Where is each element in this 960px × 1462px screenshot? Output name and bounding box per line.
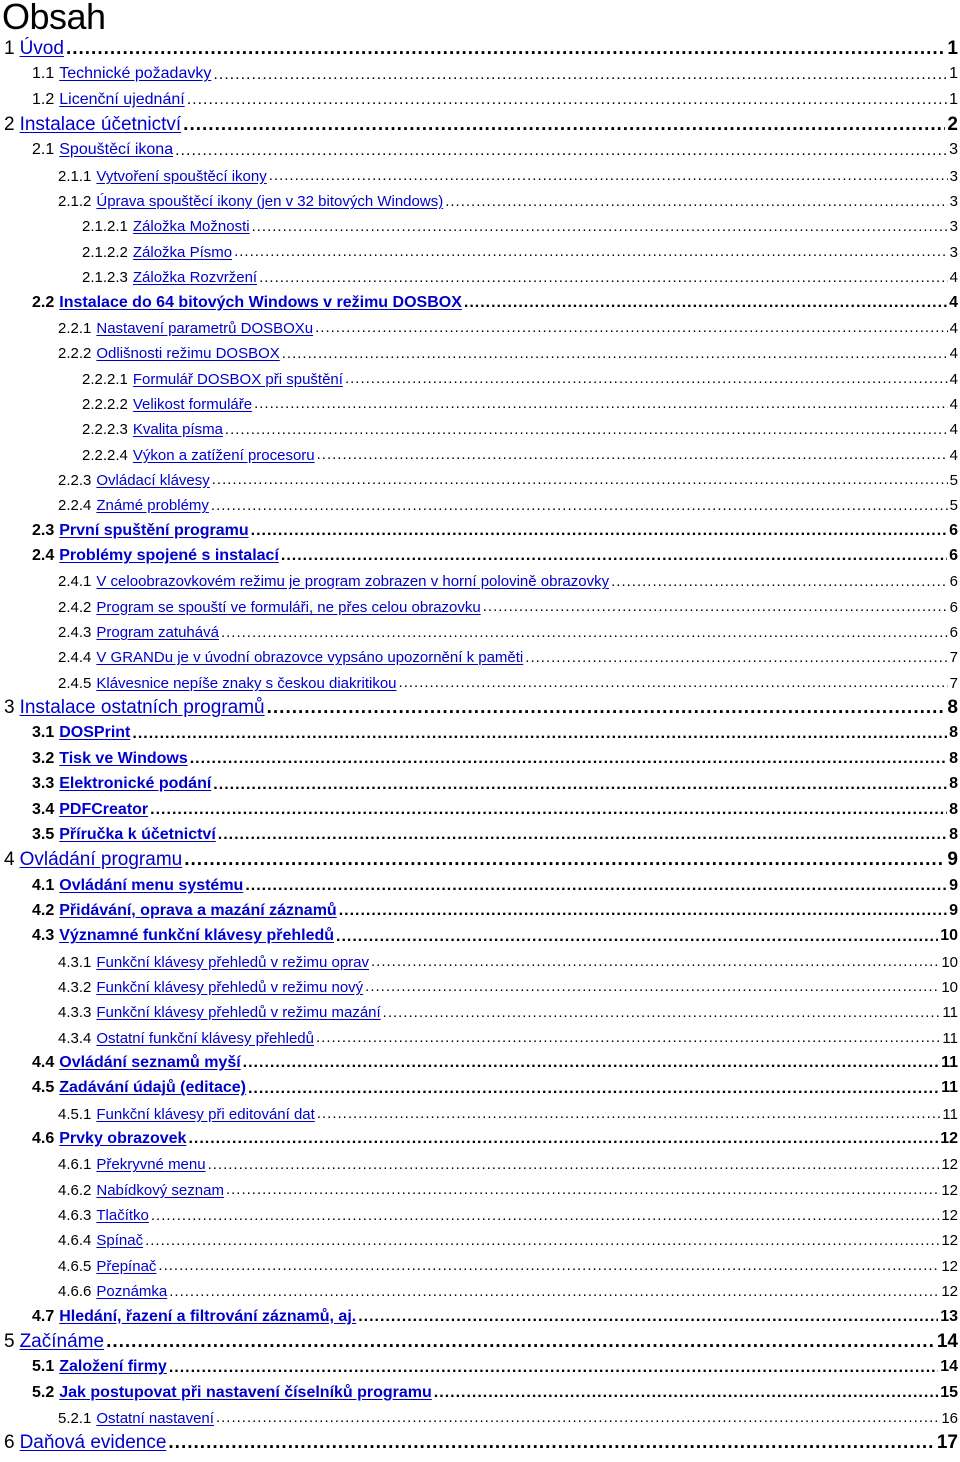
toc-page-number: 10 xyxy=(940,927,958,945)
toc-number: 4.5 xyxy=(32,1079,55,1097)
toc-link[interactable]: Odlišnosti režimu DOSBOX xyxy=(96,345,280,363)
toc-leader xyxy=(365,979,939,996)
toc-entry[interactable] xyxy=(0,391,958,413)
toc-entry[interactable] xyxy=(0,695,958,719)
toc-link[interactable]: Přepínač xyxy=(96,1257,157,1275)
toc-leader xyxy=(221,625,948,642)
toc-page-number: 11 xyxy=(941,1054,958,1071)
toc-leader xyxy=(132,725,947,743)
toc-number: 4.3 xyxy=(32,927,55,945)
toc-page-number: 11 xyxy=(942,1105,958,1123)
toc-link[interactable]: Velikost formuláře xyxy=(132,395,253,413)
toc-leader xyxy=(434,1384,938,1402)
toc-leader xyxy=(184,850,945,871)
toc-number: 4.4 xyxy=(32,1054,55,1071)
toc-number: 5 xyxy=(4,1330,15,1352)
toc-page-number: 13 xyxy=(940,1307,958,1325)
toc-entry[interactable] xyxy=(0,999,958,1021)
toc-page-number: 6 xyxy=(949,573,958,591)
toc-entry[interactable] xyxy=(0,1177,958,1199)
toc-link[interactable]: Ovládání menu systému xyxy=(59,876,244,894)
toc-leader xyxy=(464,294,947,312)
toc-link[interactable]: Založení firmy xyxy=(59,1358,167,1376)
toc-number: 4.6.2 xyxy=(58,1181,92,1199)
toc-entry[interactable] xyxy=(0,619,958,641)
toc-number: 3.2 xyxy=(32,749,55,767)
toc-number: 2.1.2.2 xyxy=(82,243,128,261)
toc-entry[interactable] xyxy=(0,1151,958,1173)
toc-number: 2.2.2.4 xyxy=(82,446,128,464)
toc-link[interactable]: Funkční klávesy přehledů v režimu mazání xyxy=(96,1004,381,1022)
toc-leader xyxy=(66,39,945,60)
toc-link[interactable]: Významné funkční klávesy přehledů xyxy=(59,927,335,945)
toc-link[interactable]: Ostatní nastavení xyxy=(96,1409,214,1427)
toc-page-number: 2 xyxy=(947,114,958,136)
toc-number: 2.2.4 xyxy=(58,497,92,515)
toc-page-number: 3 xyxy=(949,243,958,261)
toc-leader xyxy=(251,522,947,540)
toc-leader xyxy=(611,574,948,591)
toc-number: 2.1.2.1 xyxy=(82,218,128,236)
toc-link[interactable]: PDFCreator xyxy=(59,800,149,818)
toc-number: 2 xyxy=(4,114,15,136)
toc-entry[interactable] xyxy=(0,1354,958,1376)
toc-link[interactable]: Ovládání seznamů myší xyxy=(59,1054,241,1071)
toc-page-number: 7 xyxy=(949,674,958,692)
toc-link[interactable]: Program se spouští ve formuláři, ne přes celou obrazovku xyxy=(96,598,481,616)
toc-link[interactable]: Spínač xyxy=(96,1232,144,1250)
toc-link[interactable]: Ovládání programu xyxy=(19,849,183,871)
toc-leader xyxy=(317,447,948,464)
toc-number: 1 xyxy=(4,38,15,59)
toc-leader xyxy=(245,877,947,895)
toc-link[interactable]: Elektronické podání xyxy=(59,775,212,793)
toc-entry[interactable] xyxy=(0,898,958,920)
toc-page-number: 10 xyxy=(941,978,958,996)
toc-number: 6 xyxy=(4,1432,15,1454)
toc-page-number: 6 xyxy=(949,624,958,642)
toc-page-number: 9 xyxy=(949,876,958,894)
toc-page-number: 12 xyxy=(941,1283,958,1301)
toc-page-number: 14 xyxy=(936,1330,958,1352)
toc-link[interactable]: Tisk ve Windows xyxy=(59,749,188,767)
toc-page-number: 12 xyxy=(941,1257,958,1275)
toc-link[interactable]: Instalace účetnictví xyxy=(19,114,182,136)
toc-leader xyxy=(281,547,947,565)
toc-number: 4.3.1 xyxy=(58,953,92,971)
toc-number: 2.2.2.3 xyxy=(82,421,128,439)
toc-page-number: 8 xyxy=(949,800,958,818)
toc-number: 3.5 xyxy=(32,825,55,843)
toc-entry[interactable] xyxy=(0,1329,958,1353)
toc-entry[interactable] xyxy=(0,315,958,337)
toc-number: 4.6.4 xyxy=(58,1232,92,1250)
toc-leader xyxy=(208,1157,940,1174)
toc-link[interactable]: Problémy spojené s instalací xyxy=(59,547,279,564)
toc-leader xyxy=(151,1208,939,1225)
toc-page-number: 9 xyxy=(949,901,958,919)
toc-page-number: 5 xyxy=(949,471,958,489)
toc-number: 2.4.1 xyxy=(58,573,92,591)
toc-entry[interactable] xyxy=(0,746,958,768)
toc-entry[interactable] xyxy=(0,543,958,565)
toc-entry[interactable] xyxy=(0,847,958,871)
toc-leader xyxy=(212,472,948,489)
toc-link[interactable]: Prvky obrazovek xyxy=(59,1130,187,1148)
toc-number: 3.1 xyxy=(32,724,55,742)
toc-number: 4.7 xyxy=(32,1307,55,1325)
toc-link[interactable]: Zadávání údajů (editace) xyxy=(59,1079,246,1097)
toc-page-number: 1 xyxy=(949,65,958,83)
toc-entry[interactable] xyxy=(0,1101,958,1123)
toc-entry[interactable] xyxy=(0,518,958,540)
toc-number: 2.4 xyxy=(32,547,55,564)
toc-leader xyxy=(267,698,946,719)
toc-number: 2.4.4 xyxy=(58,649,92,667)
toc-entry[interactable] xyxy=(0,1278,958,1300)
toc-page-number: 16 xyxy=(941,1409,958,1427)
toc-page-number: 12 xyxy=(941,1232,958,1250)
toc-number: 2.1.2.3 xyxy=(82,269,128,287)
toc-number: 1.1 xyxy=(32,65,55,83)
toc-entry[interactable] xyxy=(0,1050,958,1072)
toc-entry[interactable] xyxy=(0,112,958,136)
toc-entry[interactable] xyxy=(0,974,958,996)
toc-leader xyxy=(234,244,948,261)
toc-page-number: 12 xyxy=(941,1156,958,1174)
toc-number: 4.6.6 xyxy=(58,1283,92,1301)
toc-page-number: 6 xyxy=(949,547,958,564)
toc-leader xyxy=(399,675,948,692)
toc-leader xyxy=(175,142,947,160)
toc-number: 2.1.1 xyxy=(58,167,92,185)
toc-number: 2.2.3 xyxy=(58,471,92,489)
toc-entry[interactable] xyxy=(0,264,958,286)
toc-leader xyxy=(345,371,948,388)
toc-number: 2.1 xyxy=(32,141,55,159)
toc-number: 2.4.5 xyxy=(58,674,92,692)
toc-entry[interactable] xyxy=(0,1227,958,1249)
toc-number: 5.2.1 xyxy=(58,1409,92,1427)
toc-number: 4 xyxy=(4,849,15,871)
toc-number: 2.4.2 xyxy=(58,598,92,616)
toc-page-number: 17 xyxy=(936,1432,958,1454)
toc-link[interactable]: Záložka Možnosti xyxy=(132,218,250,236)
toc-leader xyxy=(383,1005,941,1022)
toc-link[interactable]: Technické požadavky xyxy=(59,65,212,83)
toc-page-number: 8 xyxy=(949,749,958,767)
toc-entry[interactable] xyxy=(0,949,958,971)
toc-number: 4.5.1 xyxy=(58,1105,92,1123)
toc-entry[interactable] xyxy=(0,61,958,83)
page-title: Obsah xyxy=(2,0,106,37)
toc-leader xyxy=(483,599,948,616)
toc-entry[interactable] xyxy=(0,1430,958,1454)
toc-leader xyxy=(183,115,945,136)
toc-page-number: 3 xyxy=(949,218,958,236)
toc-link[interactable]: Záložka Rozvržení xyxy=(132,269,258,287)
toc-leader xyxy=(158,1258,939,1275)
toc-number: 4.3.2 xyxy=(58,978,92,996)
toc-number: 2.2.2.1 xyxy=(82,370,128,388)
toc-link[interactable]: Záložka Písmo xyxy=(132,243,233,261)
toc-entry[interactable] xyxy=(0,366,958,388)
toc-page-number: 12 xyxy=(941,1207,958,1225)
toc-page-number: 4 xyxy=(949,421,958,439)
toc-link[interactable]: Funkční klávesy přehledů v režimu nový xyxy=(96,978,364,996)
toc-page-number: 12 xyxy=(941,1181,958,1199)
toc-page-number: 10 xyxy=(941,953,958,971)
toc-entry[interactable] xyxy=(0,340,958,362)
toc-page-number: 11 xyxy=(941,1079,958,1097)
toc-number: 2.2.2.2 xyxy=(82,395,128,413)
toc-entry[interactable] xyxy=(0,36,958,60)
toc-number: 4.3.4 xyxy=(58,1029,92,1047)
toc-number: 2.3 xyxy=(32,521,55,539)
toc-leader xyxy=(339,902,947,920)
toc-number: 4.6.1 xyxy=(58,1156,92,1174)
toc-link[interactable]: Funkční klávesy při editování dat xyxy=(96,1105,315,1123)
toc-link[interactable]: Kvalita písma xyxy=(132,421,223,439)
toc-number: 4.6.5 xyxy=(58,1257,92,1275)
toc-entry[interactable] xyxy=(0,923,958,945)
toc-page-number: 4 xyxy=(949,293,958,311)
toc-page-number: 6 xyxy=(949,598,958,616)
toc-page-number: 11 xyxy=(942,1029,958,1047)
toc-page-number: 8 xyxy=(949,724,958,742)
toc-entry[interactable] xyxy=(0,822,958,844)
toc-page-number: 3 xyxy=(949,141,958,159)
toc-entry[interactable] xyxy=(0,188,958,210)
toc-leader xyxy=(106,1332,935,1353)
toc-page-number: 4 xyxy=(949,370,958,388)
toc-link[interactable]: Tlačítko xyxy=(96,1207,149,1225)
toc-leader xyxy=(269,168,948,185)
toc-entry[interactable] xyxy=(0,467,958,489)
toc-leader xyxy=(213,66,947,84)
toc-link[interactable]: Úvod xyxy=(19,38,64,59)
toc-page-number: 4 xyxy=(949,345,958,363)
toc-leader xyxy=(226,1182,939,1199)
toc-entry[interactable] xyxy=(0,163,958,185)
toc-leader xyxy=(150,801,947,819)
toc-entry[interactable] xyxy=(0,644,958,666)
toc-entry[interactable] xyxy=(0,239,958,261)
toc-entry[interactable] xyxy=(0,492,958,514)
toc-entry[interactable] xyxy=(0,771,958,793)
toc-leader xyxy=(316,1030,940,1047)
toc-link[interactable]: Příručka k účetnictví xyxy=(59,825,216,843)
toc-link[interactable]: Nastavení parametrů DOSBOXu xyxy=(96,319,314,337)
toc-number: 3.4 xyxy=(32,800,55,818)
toc-entry[interactable] xyxy=(0,594,958,616)
toc-link[interactable]: Funkční klávesy přehledů v režimu oprav xyxy=(96,953,369,971)
toc-entry[interactable] xyxy=(0,670,958,692)
toc-link[interactable]: Úprava spouštěcí ikony (jen v 32 bitových Windows) xyxy=(96,193,444,211)
toc-leader xyxy=(243,1054,939,1072)
toc-leader xyxy=(190,750,947,768)
toc-entry[interactable] xyxy=(0,873,958,895)
toc-leader xyxy=(371,954,939,971)
toc-leader xyxy=(169,1284,939,1301)
toc-leader xyxy=(259,270,948,287)
toc-link[interactable]: Překryvné menu xyxy=(96,1156,206,1174)
toc-leader xyxy=(252,219,948,236)
toc-page-number: 1 xyxy=(949,90,958,108)
toc-link[interactable]: Instalace do 64 bitových Windows v režimu DOSBOX xyxy=(59,293,462,311)
toc-link[interactable]: Daňová evidence xyxy=(19,1432,167,1454)
toc-link[interactable]: Instalace ostatních programů xyxy=(19,697,265,719)
toc-link[interactable]: Licenční ujednání xyxy=(59,90,185,108)
toc-number: 4.1 xyxy=(32,876,55,894)
toc-link[interactable]: Klávesnice nepíše znaky s českou diakritikou xyxy=(96,674,397,692)
toc-leader xyxy=(211,498,948,515)
toc-link[interactable]: Spouštěcí ikona xyxy=(59,141,174,159)
toc-leader xyxy=(168,1433,934,1454)
toc-page-number: 8 xyxy=(949,775,958,793)
toc-number: 4.3.3 xyxy=(58,1004,92,1022)
toc-number: 5.1 xyxy=(32,1358,55,1376)
toc-number: 2.2.1 xyxy=(58,319,92,337)
toc-entry[interactable] xyxy=(0,442,958,464)
toc-number: 5.2 xyxy=(32,1383,55,1401)
toc-link[interactable]: Výkon a zatížení procesoru xyxy=(132,446,315,464)
toc-page-number: 3 xyxy=(949,193,958,211)
toc-leader xyxy=(145,1233,939,1250)
toc-leader xyxy=(445,194,947,211)
toc-entry[interactable] xyxy=(0,1253,958,1275)
toc-leader xyxy=(525,650,947,667)
toc-number: 3 xyxy=(4,697,15,719)
toc-page-number: 1 xyxy=(947,38,958,59)
toc-link[interactable]: Hledání, řazení a filtrování záznamů, aj. xyxy=(59,1307,357,1325)
toc-link[interactable]: Poznámka xyxy=(96,1283,168,1301)
toc-page-number: 7 xyxy=(949,649,958,667)
toc-number: 4.2 xyxy=(32,901,55,919)
toc-entry[interactable] xyxy=(0,1304,958,1326)
toc-leader xyxy=(358,1308,938,1326)
toc-entry[interactable] xyxy=(0,87,958,109)
toc-leader xyxy=(248,1080,939,1098)
toc-leader xyxy=(218,826,947,844)
toc-page-number: 4 xyxy=(949,319,958,337)
toc-entry[interactable] xyxy=(0,1380,958,1402)
toc-number: 2.4.3 xyxy=(58,624,92,642)
toc-entry[interactable] xyxy=(0,290,958,312)
toc-link[interactable]: V celoobrazovkovém režimu je program zobrazen v horní polovině obrazovky xyxy=(96,573,610,591)
toc-link[interactable]: Známé problémy xyxy=(96,497,209,515)
toc-leader xyxy=(317,1106,941,1123)
toc-number: 4.6.3 xyxy=(58,1207,92,1225)
toc-leader xyxy=(213,776,947,794)
toc-leader xyxy=(187,91,947,109)
toc-number: 4.6 xyxy=(32,1130,55,1148)
toc-page-number: 5 xyxy=(949,497,958,515)
toc-leader xyxy=(315,320,948,337)
toc-link[interactable]: Začínáme xyxy=(19,1330,105,1352)
toc-entry[interactable] xyxy=(0,213,958,235)
toc-link[interactable]: DOSPrint xyxy=(59,724,131,742)
toc-link[interactable]: Přidávání, oprava a mazání záznamů xyxy=(59,901,337,919)
toc-number: 3.3 xyxy=(32,775,55,793)
toc-leader xyxy=(282,346,948,363)
toc-entry[interactable] xyxy=(0,568,958,590)
toc-page-number: 8 xyxy=(949,825,958,843)
toc-page-number: 9 xyxy=(947,849,958,871)
toc-page-number: 4 xyxy=(949,446,958,464)
toc-page-number: 4 xyxy=(949,395,958,413)
toc-number: 2.2.2 xyxy=(58,345,92,363)
toc-leader xyxy=(336,928,938,946)
toc-link[interactable]: Nabídkový seznam xyxy=(96,1181,224,1199)
toc-page-number: 8 xyxy=(947,697,958,719)
toc-link[interactable]: Program zatuhává xyxy=(96,624,219,642)
toc-entry[interactable] xyxy=(0,1075,958,1097)
toc-page-number: 11 xyxy=(942,1004,958,1022)
toc-leader xyxy=(216,1410,939,1427)
toc-entry[interactable] xyxy=(0,1405,958,1427)
toc-entry[interactable] xyxy=(0,720,958,742)
toc-link[interactable]: Formulář DOSBOX při spuštění xyxy=(132,370,343,388)
toc-link[interactable]: Vytvoření spouštěcí ikony xyxy=(96,167,267,185)
toc-page-number: 14 xyxy=(940,1358,958,1376)
toc-link[interactable]: Jak postupovat při nastavení číselníků programu xyxy=(59,1383,432,1401)
toc-leader xyxy=(225,422,948,439)
toc-entry[interactable] xyxy=(0,137,958,159)
toc-entry[interactable] xyxy=(0,416,958,438)
toc-leader xyxy=(188,1130,938,1148)
toc-entry[interactable] xyxy=(0,1126,958,1148)
toc-leader xyxy=(254,396,948,413)
toc-page-number: 4 xyxy=(949,269,958,287)
toc-page-number: 12 xyxy=(940,1130,958,1148)
toc-leader xyxy=(169,1359,938,1377)
toc-link[interactable]: Ovládací klávesy xyxy=(96,471,210,489)
toc-page-number: 6 xyxy=(949,521,958,539)
toc-entry[interactable] xyxy=(0,1202,958,1224)
toc-number: 1.2 xyxy=(32,90,55,108)
toc-number: 2.1.2 xyxy=(58,193,92,211)
toc-number: 2.2 xyxy=(32,293,55,311)
toc-link[interactable]: V GRANDu je v úvodní obrazovce vypsáno upozornění k paměti xyxy=(96,649,524,667)
toc-page-number: 15 xyxy=(940,1383,958,1401)
toc-page-number: 3 xyxy=(949,167,958,185)
toc-link[interactable]: První spuštění programu xyxy=(59,521,249,539)
toc-entry[interactable] xyxy=(0,797,958,819)
toc-entry[interactable] xyxy=(0,1025,958,1047)
toc-link[interactable]: Ostatní funkční klávesy přehledů xyxy=(96,1029,314,1047)
